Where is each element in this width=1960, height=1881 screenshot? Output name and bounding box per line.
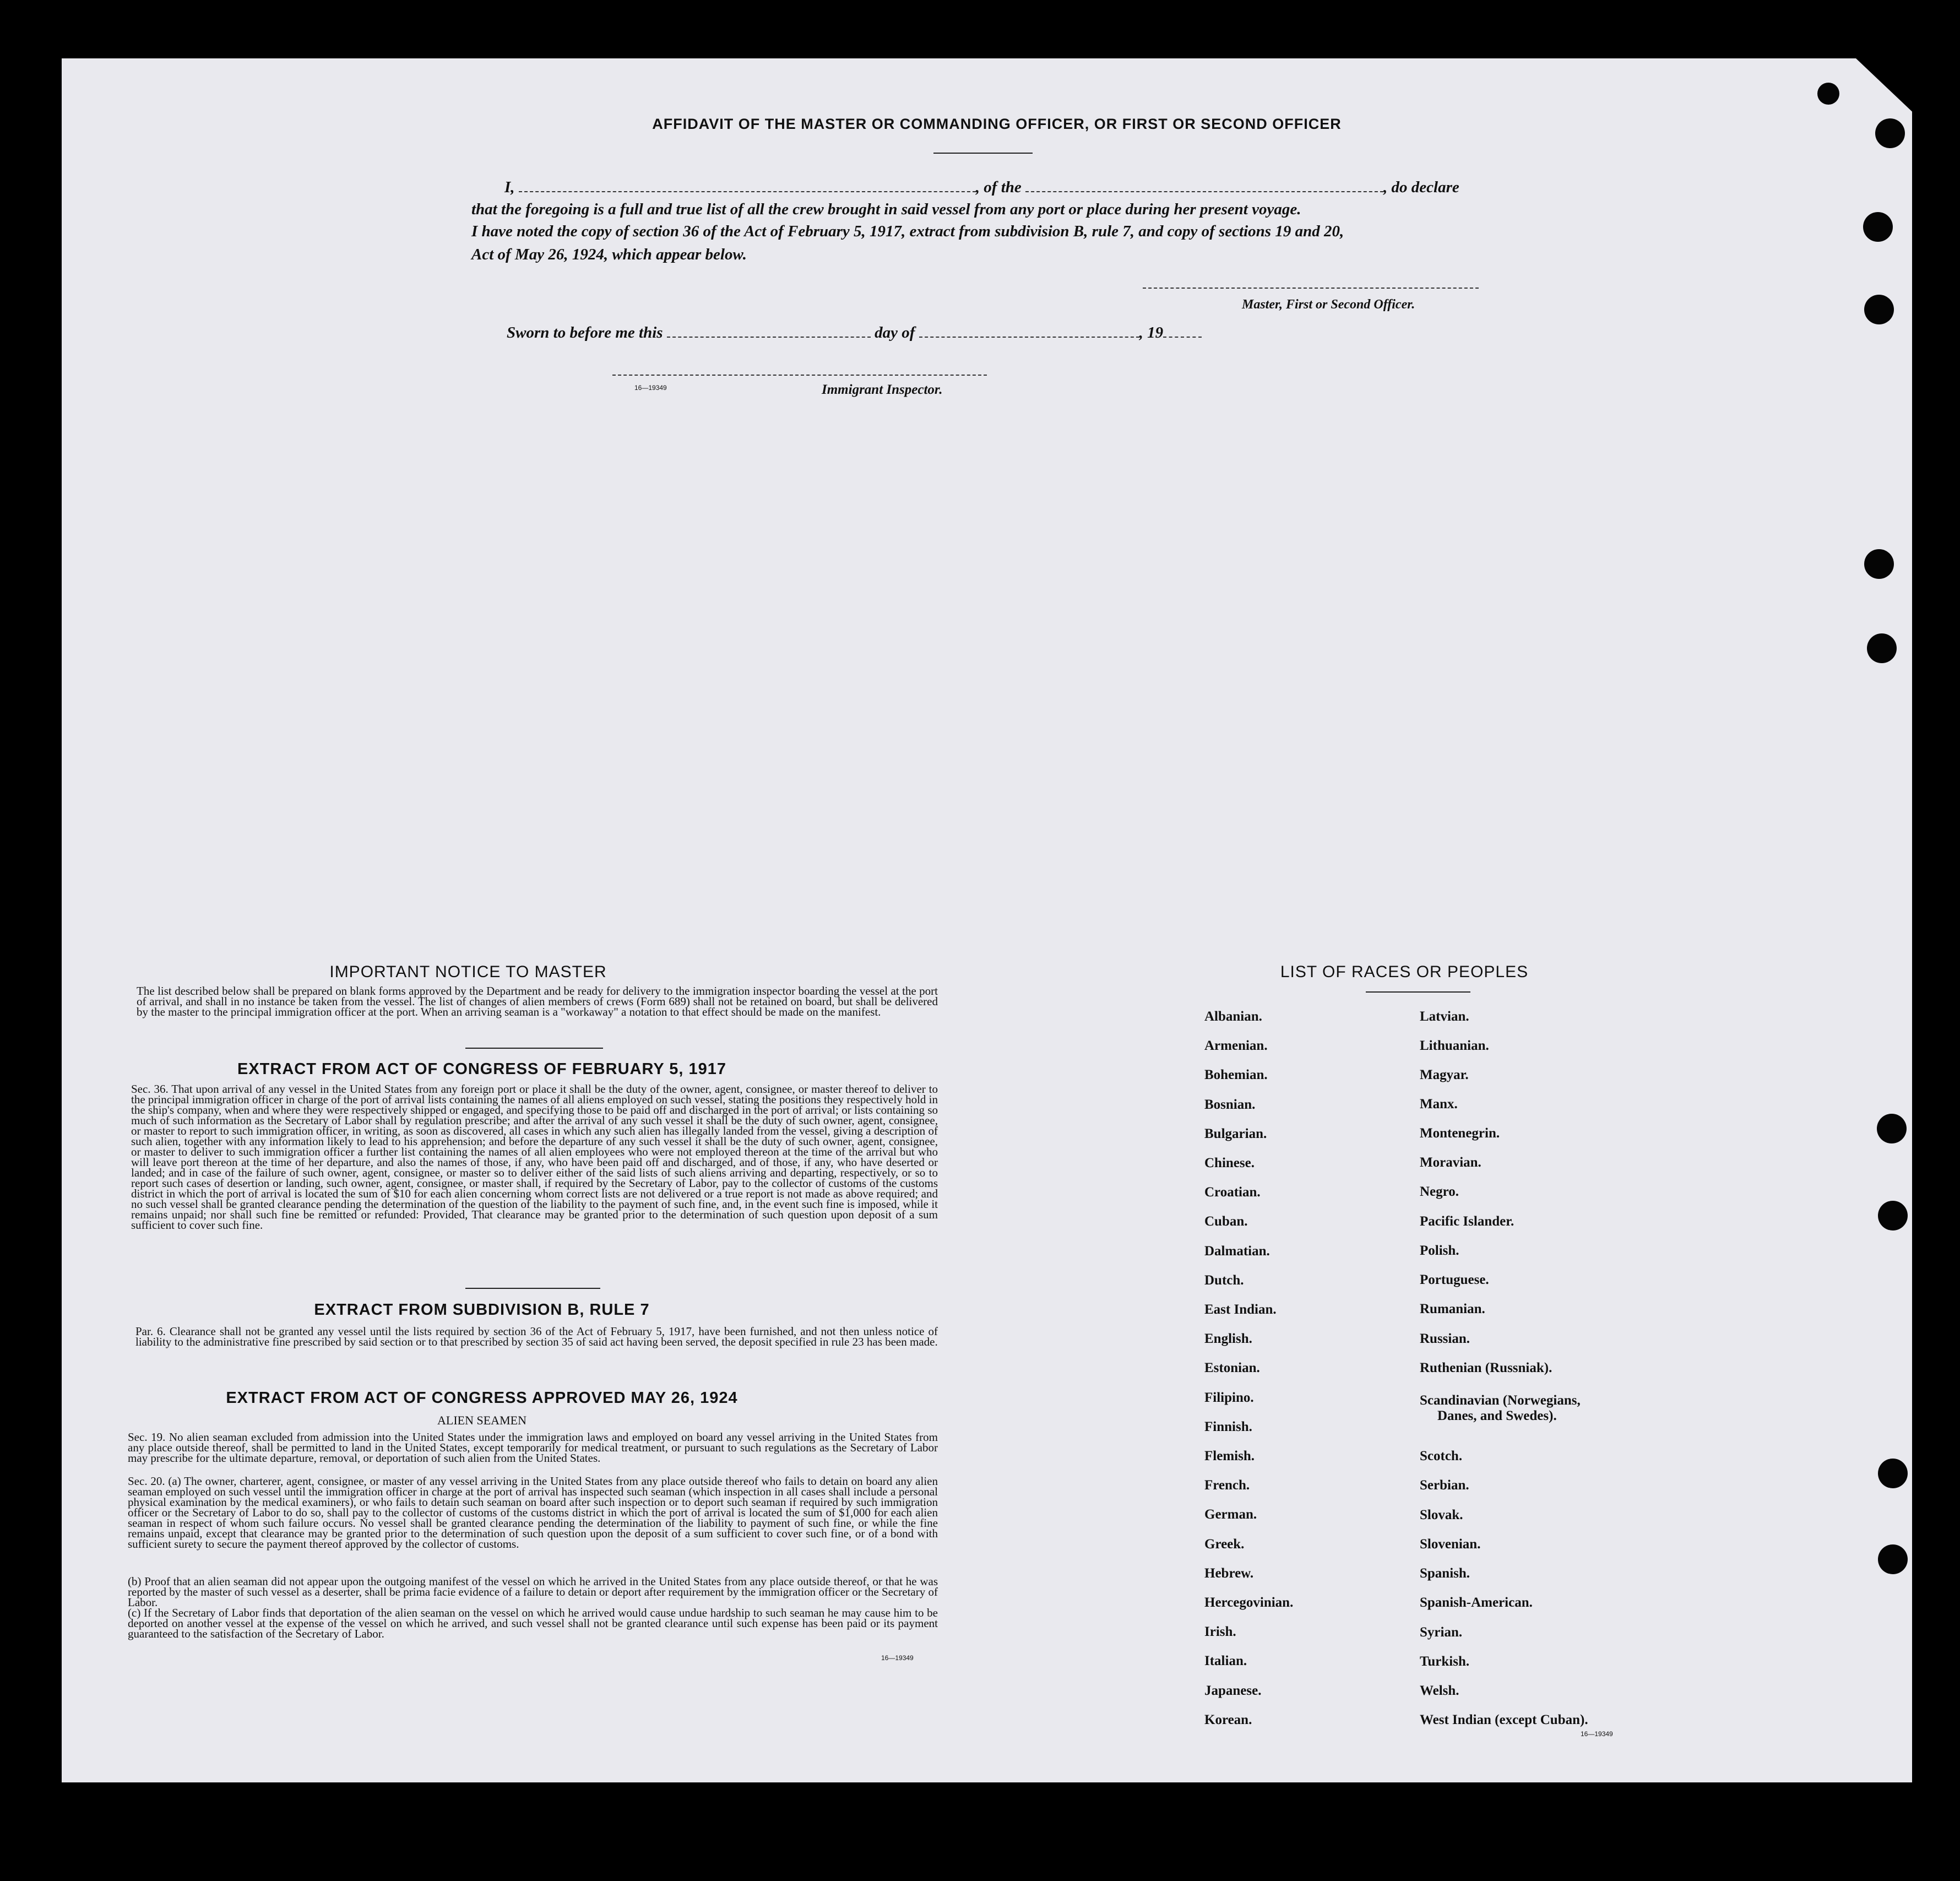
race-item: Scotch. bbox=[1420, 1449, 1463, 1463]
race-item: German. bbox=[1204, 1507, 1257, 1522]
declarant-name-field[interactable] bbox=[519, 191, 976, 192]
race-item: Armenian. bbox=[1204, 1038, 1268, 1054]
sworn-day-field[interactable] bbox=[667, 337, 871, 338]
inspector-signature-field[interactable] bbox=[612, 375, 987, 376]
race-item: Flemish. bbox=[1204, 1449, 1255, 1463]
race-item: West Indian (except Cuban). bbox=[1420, 1712, 1588, 1727]
form-number: 16—19349 bbox=[634, 384, 667, 392]
race-item: Korean. bbox=[1204, 1712, 1252, 1727]
race-item: Slovenian. bbox=[1420, 1537, 1481, 1552]
of-the-label: , of the bbox=[975, 178, 1022, 196]
alien-seamen-subtitle: ALIEN SEAMEN bbox=[437, 1413, 526, 1427]
race-item: East Indian. bbox=[1204, 1302, 1277, 1317]
race-item: Greek. bbox=[1204, 1536, 1245, 1552]
torn-corner bbox=[1856, 58, 1960, 158]
race-item: Welsh. bbox=[1420, 1683, 1459, 1698]
notice-title: IMPORTANT NOTICE TO MASTER bbox=[329, 963, 607, 981]
race-item: Italian. bbox=[1204, 1654, 1247, 1669]
race-item: Estonian. bbox=[1204, 1360, 1260, 1376]
extract-1917-title: EXTRACT FROM ACT OF CONGRESS OF FEBRUARY 5, 1917 bbox=[237, 1060, 727, 1078]
extract-rule7-title: EXTRACT FROM SUBDIVISION B, RULE 7 bbox=[314, 1301, 650, 1319]
sec20a-body: Sec. 20. (a) The owner, charterer, agent, consignee, or master of any vessel arriving in the United States from any place outside thereof who fails to detain on board any alien seaman employed on such vessel until the immigration officer in charge at the port of arrival has inspected such seaman (which inspection in all cases shall include a personal physical examination by the medical examiners), or who fails to detain such seaman on board after such inspection or to deport such seaman if required by such immigration officer or the Secretary of Labor to do so, shall pay to the collector of customs of the customs district in which the port of arrival is located the sum of $1,000 for each alien seaman in respect of whom such failure occurs. No vessel shall be granted clearance pending the determination of the liability to payment of such fine, or while the fine remains unpaid, except that clearance may be granted prior to the determination of such question upon the deposit of a sum sufficient to cover such fine, or of a bond with sufficient surety to secure the payment thereof approved by the collector of customs. bbox=[128, 1475, 938, 1551]
affidavit-title: AFFIDAVIT OF THE MASTER OR COMMANDING OFFICER, OR FIRST OR SECOND OFFICER bbox=[652, 116, 1342, 132]
race-item: Hercegovinian. bbox=[1204, 1595, 1294, 1610]
sworn-year-field[interactable] bbox=[1163, 337, 1202, 338]
section-divider bbox=[465, 1048, 603, 1049]
race-item: Bosnian. bbox=[1204, 1097, 1256, 1112]
binder-hole bbox=[1867, 633, 1897, 663]
race-item: Syrian. bbox=[1420, 1625, 1463, 1640]
race-item: Pacific Islander. bbox=[1420, 1214, 1514, 1229]
race-item: Bulgarian. bbox=[1204, 1126, 1267, 1141]
race-item: English. bbox=[1204, 1331, 1252, 1347]
sworn-line bbox=[507, 324, 1202, 342]
sworn-prefix: Sworn to before me this bbox=[507, 324, 663, 341]
race-item: Albanian. bbox=[1204, 1009, 1262, 1024]
race-item: Manx. bbox=[1420, 1097, 1458, 1112]
binder-hole bbox=[1878, 1544, 1908, 1574]
sworn-month-field[interactable] bbox=[919, 337, 1139, 338]
sec20c-body: (c) If the Secretary of Labor finds that deportation of the alien seaman on the vessel on which he arrived would cause undue hardship to such seaman he may cause him to be deported on another vessel at the expense of the vessel on which he arrived, and such vessel shall not be granted clearance until such expense has been paid or its payment guaranteed to the satisfaction of the Secretary of Labor. bbox=[128, 1606, 938, 1640]
vessel-name-field[interactable] bbox=[1025, 191, 1383, 192]
sec20b-body: (b) Proof that an alien seaman did not appear upon the outgoing manifest of the vessel on which he arrived in the United States from any place outside thereof, or that he was reported by the master of such vessel as a deserter, shall be prima facie evidence of a failure to detain or deport after requirement by the immigration officer or the Secretary of Labor. bbox=[128, 1575, 938, 1609]
do-declare-label: , do declare bbox=[1383, 178, 1459, 196]
race-item: Montenegrin. bbox=[1420, 1126, 1500, 1141]
year-label: , 19 bbox=[1139, 324, 1164, 341]
race-item: Cuban. bbox=[1204, 1214, 1248, 1229]
race-item: Magyar. bbox=[1420, 1067, 1469, 1082]
race-item: Finnish. bbox=[1204, 1419, 1252, 1434]
declaration-line-1 bbox=[504, 178, 1496, 197]
binder-hole bbox=[1875, 118, 1905, 148]
race-item: Irish. bbox=[1204, 1624, 1236, 1640]
race-item: Danes, and Swedes). bbox=[1437, 1408, 1557, 1423]
race-item: Bohemian. bbox=[1204, 1067, 1268, 1083]
sec19-body: Sec. 19. No alien seaman excluded from admission into the United States under the immigration laws and employed on board any vessel arriving in the United States from any place outside thereof, shall be permitted to land in the United States, except temporarily for medical treatment, or pursuant to such regulations as the Secretary of Labor may prescribe for the ultimate departure, removal, or deportation of such alien from the United States. bbox=[128, 1430, 938, 1465]
form-number: 16—19349 bbox=[881, 1654, 914, 1662]
race-item: Polish. bbox=[1420, 1243, 1459, 1258]
races-title-underline bbox=[1366, 991, 1470, 993]
binder-hole bbox=[1863, 212, 1893, 242]
race-item: Slovak. bbox=[1420, 1508, 1463, 1522]
binder-hole bbox=[1877, 1114, 1907, 1143]
extract-rule7-body: Par. 6. Clearance shall not be granted any vessel until the lists required by section 36 of the Act of February 5, 1917, have been furnished, and not then unless notice of liability to the administrative fine prescribed by said section or to that prescribed by section 35 of said act having been served, the deposit specified in rule 23 has been made. bbox=[135, 1325, 938, 1348]
declarant-prefix: I, bbox=[504, 178, 515, 196]
race-item: French. bbox=[1204, 1478, 1250, 1493]
master-signature-field[interactable] bbox=[1143, 288, 1479, 289]
binder-hole bbox=[1864, 295, 1894, 324]
race-item: Spanish. bbox=[1420, 1566, 1470, 1581]
extract-1917-body: Sec. 36. That upon arrival of any vessel in the United States from any foreign port or place it shall be the duty of the owner, agent, consignee, or master thereof to deliver to the principal immigration officer in charge of the port of arrival lists containing the names of all aliens employed on such vessel, stating the positions they respectively hold in the ship's company, when and where they were respectively shipped or engaged, and specifying those to be paid off and discharged in the port of arrival; or lists containing so much of such information as the Secretary of Labor shall by regulation prescribe; and after the arrival of any such vessel it shall be the duty of such owner, agent, consignee, or master to report to such immigration officer, in writing, as soon as discovered, all cases in which any such alien has illegally landed from the vessel, giving a description of such alien, together with any information likely to lead to his apprehension; and before the departure of any such vessel it shall be the duty of such owner, agent, consignee, or master to deliver to such immigration officer a further list containing the names of all alien employees who were not employed thereon at the time of the arrival but who will leave port thereon at the time of her departure, and also the names of those, if any, who have been paid off and discharged, and of those, if any, who have deserted or landed; and in case of the failure of such owner, agent, consignee, or master so to deliver either of the said lists of such aliens arriving and departing, respectively, or so to report such cases of desertion or landing, such owner, agent, consignee, or master shall, if required by the Secretary of Labor, pay to the collector of customs of the customs district in which the port of arrival is located the sum of $10 for each alien concerning whom correct lists are not delivered or a true report is not made as above required; and no such vessel shall be granted clearance pending the determination of the question of the liability to the payment of such fine, and, in the event such fine is imposed, while it remains unpaid; nor shall such fine be remitted or refunded: Provided, That clearance may be granted prior to the determination of such question upon deposit of a sum sufficient to cover such fine. bbox=[131, 1082, 938, 1232]
race-item: Hebrew. bbox=[1204, 1565, 1254, 1581]
binder-hole bbox=[1878, 1459, 1908, 1488]
race-item: Japanese. bbox=[1204, 1683, 1262, 1698]
inspector-label: Immigrant Inspector. bbox=[822, 382, 943, 397]
race-item: Lithuanian. bbox=[1420, 1038, 1489, 1053]
race-item: Filipino. bbox=[1204, 1390, 1254, 1405]
binder-hole bbox=[1817, 83, 1839, 105]
declaration-line-2: that the foregoing is a full and true list of all the crew brought in said vessel from any port or place during her present voyage. bbox=[471, 200, 1301, 218]
races-title: LIST OF RACES OR PEOPLES bbox=[1280, 963, 1529, 981]
race-item: Moravian. bbox=[1420, 1155, 1481, 1170]
notice-body: The list described below shall be prepared on blank forms approved by the Department and be ready for delivery to the immigration inspector boarding the vessel at the port of arrival, and shall in no instance be taken from the vessel. The list of changes of alien members of crews (Form 689) shall not be retained on board, but shall be delivered by the master to the principal immigration officer at the port. When an arriving seaman is a "workaway" a notation to that effect should be made on the manifest. bbox=[137, 984, 938, 1018]
race-item: Portuguese. bbox=[1420, 1272, 1489, 1287]
race-item: Ruthenian (Russniak). bbox=[1420, 1360, 1552, 1375]
declaration-line-4: Act of May 26, 1924, which appear below. bbox=[471, 246, 747, 263]
race-item: Rumanian. bbox=[1420, 1302, 1485, 1316]
declaration-line-3: I have noted the copy of section 36 of the Act of February 5, 1917, extract from subdivision B, rule 7, and copy of sections 19 and 20, bbox=[471, 223, 1344, 240]
title-underline bbox=[933, 153, 1033, 154]
race-item: Spanish-American. bbox=[1420, 1595, 1533, 1610]
race-item: Dutch. bbox=[1204, 1272, 1244, 1288]
race-item: Latvian. bbox=[1420, 1009, 1469, 1024]
binder-hole bbox=[1864, 549, 1894, 579]
day-of-label: day of bbox=[875, 324, 915, 341]
section-divider bbox=[465, 1288, 600, 1289]
race-item: Turkish. bbox=[1420, 1654, 1470, 1669]
race-item: Scandinavian (Norwegians, bbox=[1420, 1393, 1581, 1408]
race-item: Dalmatian. bbox=[1204, 1243, 1270, 1259]
race-item: Negro. bbox=[1420, 1184, 1459, 1199]
race-item: Croatian. bbox=[1204, 1185, 1261, 1200]
master-signature-label: Master, First or Second Officer. bbox=[1242, 297, 1415, 312]
form-number: 16—19349 bbox=[1581, 1730, 1613, 1738]
race-item: Serbian. bbox=[1420, 1478, 1469, 1493]
race-item: Russian. bbox=[1420, 1331, 1470, 1346]
race-item: Chinese. bbox=[1204, 1156, 1255, 1170]
extract-1924-title: EXTRACT FROM ACT OF CONGRESS APPROVED MAY 26, 1924 bbox=[226, 1389, 738, 1407]
binder-hole bbox=[1878, 1201, 1908, 1230]
